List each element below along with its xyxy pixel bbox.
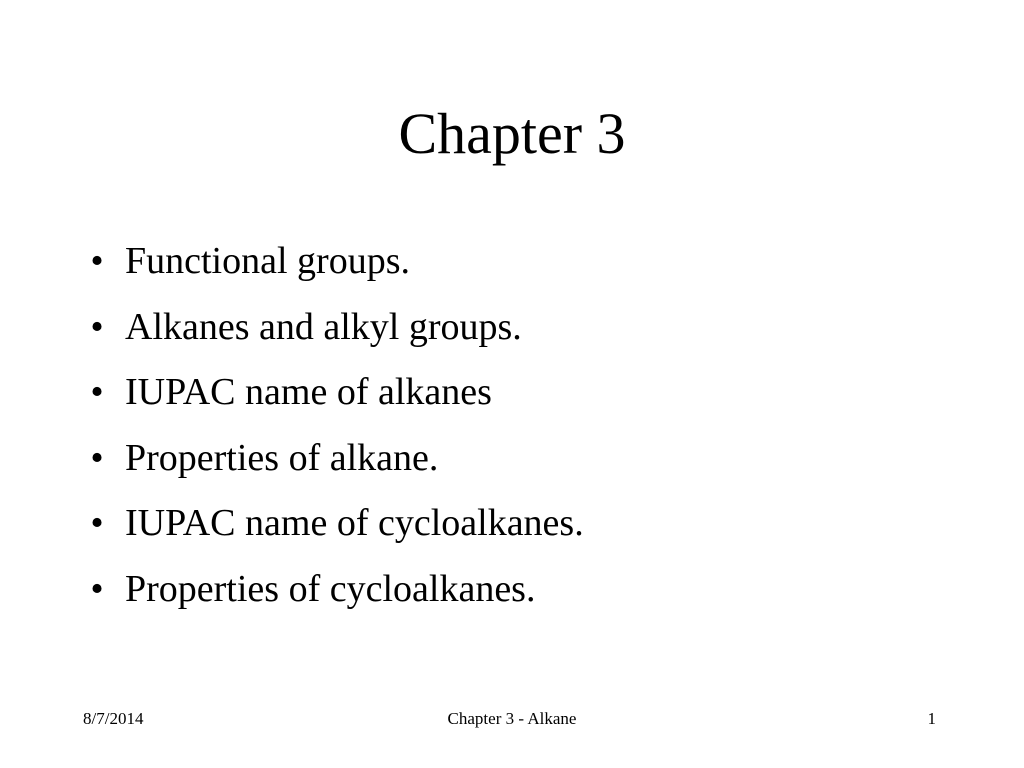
bullet-text: IUPAC name of alkanes (125, 371, 492, 413)
bullet-dot-icon: • (90, 567, 104, 610)
bullet-dot-icon: • (90, 436, 104, 479)
bullet-text: Alkanes and alkyl groups. (125, 305, 522, 348)
bullet-item (82, 229, 584, 295)
footer-title: Chapter 3 - Alkane (447, 709, 577, 728)
bullet-item (82, 557, 584, 623)
bullet-dot-icon: • (90, 371, 104, 413)
bullet-text: Properties of cycloalkanes. (125, 567, 536, 610)
bullet-dot-icon: • (90, 502, 104, 544)
bullet-text: Functional groups. (125, 240, 410, 282)
bullet-item (82, 295, 584, 361)
footer-date: 8/7/2014 (83, 709, 144, 728)
bullet-dot-icon: • (90, 240, 104, 282)
bullet-text: Properties of alkane. (125, 436, 439, 479)
bullet-dot-icon: • (90, 305, 104, 348)
bullet-item (82, 360, 584, 426)
bullet-item (82, 491, 584, 557)
footer-page-number: 1 (927, 709, 936, 728)
bullet-list (82, 229, 584, 622)
slide-title: Chapter 3 (398, 101, 626, 166)
bullet-item (82, 426, 584, 492)
bullet-text: IUPAC name of cycloalkanes. (125, 502, 584, 544)
